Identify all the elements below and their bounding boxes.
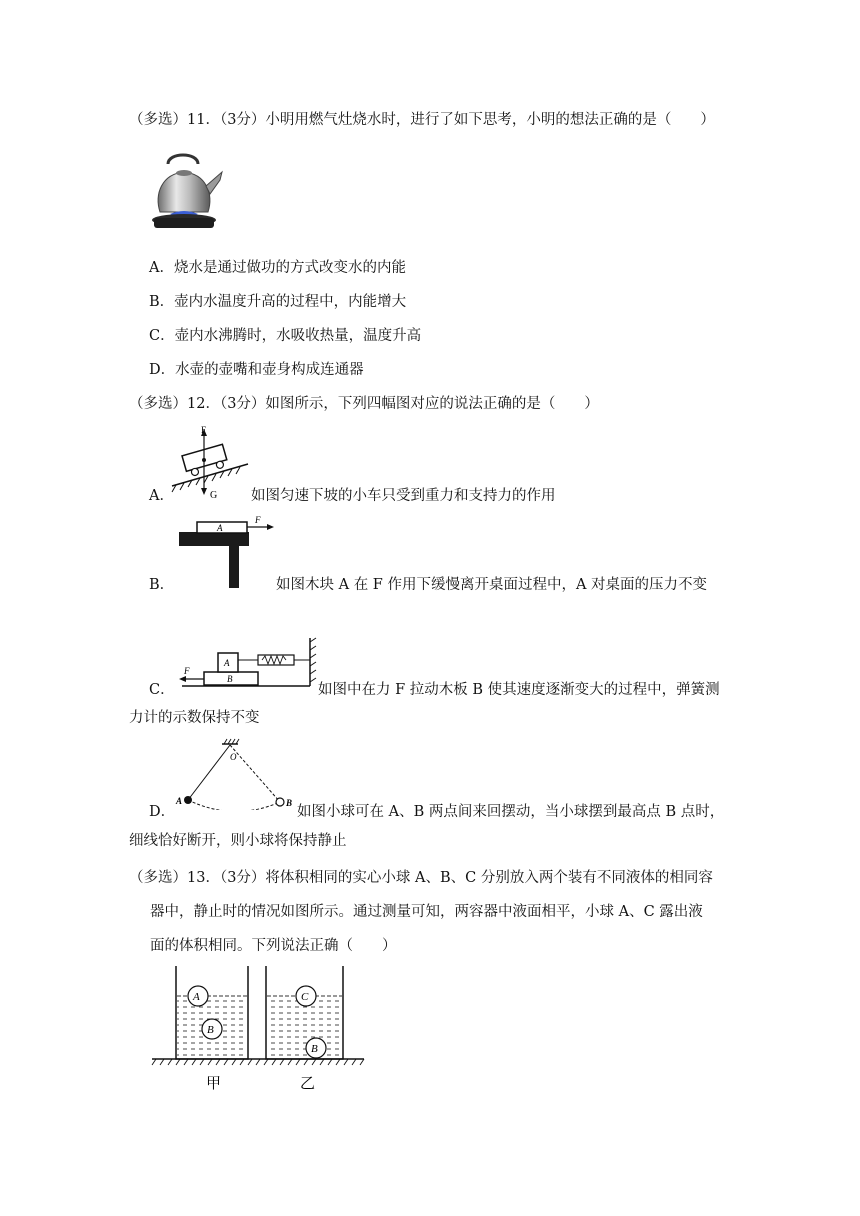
ball-b-left-label: B	[207, 1024, 214, 1036]
q13-stem-line-1: （多选）13．（3分）将体积相同的实心小球 A、B、C 分别放入两个装有不同液体的相同容	[129, 870, 713, 886]
label-yi: 乙	[300, 1076, 316, 1092]
swing-arc	[188, 800, 280, 810]
kettle-lid	[176, 170, 192, 176]
force-g-label: G	[210, 490, 218, 501]
q12-option-d-letter: D．	[149, 804, 176, 820]
ball-b-right-label: B	[311, 1043, 318, 1055]
ball-a	[184, 796, 192, 804]
force-f-label: F	[255, 515, 261, 525]
label-jia: 甲	[206, 1076, 222, 1092]
arrow-down-icon	[201, 488, 207, 495]
q11-option-a: A．烧水是通过做功的方式改变水的内能	[149, 260, 406, 276]
q12-option-d-text-1: 如图小球可在 A、B 两点间来回摆动，当小球摆到最高点 B 点时，	[297, 804, 725, 820]
slope-cart-figure	[170, 424, 250, 502]
containers-figure	[150, 962, 366, 1096]
spring-scale-figure	[178, 636, 318, 692]
string-right	[230, 745, 280, 802]
q13-stem-line-2: 器中，静止时的情况如图所示。通过测量可知，两容器中液面相平，小球 A、C 露出液	[150, 904, 703, 920]
q12-stem: （多选）12．（3分）如图所示，下列四幅图对应的说法正确的是（ ）	[129, 396, 599, 412]
block-a-label: A	[224, 658, 230, 668]
table-top	[179, 532, 249, 546]
q12-option-b-letter: B．	[149, 577, 175, 593]
q12-option-a-letter: A．	[149, 488, 174, 504]
q12-option-c-text-1: 如图中在力 F 拉动木板 B 使其速度逐渐变大的过程中，弹簧测	[318, 682, 720, 698]
pivot-o-label: O	[230, 752, 237, 762]
q12-option-d-text-2: 细线恰好断开，则小球将保持静止	[129, 833, 347, 849]
q12-option-c-letter: C．	[149, 682, 175, 698]
kettle-figure	[150, 150, 225, 232]
wall-hatching	[310, 638, 316, 682]
ground-hatching	[152, 1059, 364, 1065]
force-f-label: F	[184, 666, 190, 676]
board-b-label: B	[227, 674, 233, 684]
arrow-left-icon	[179, 676, 186, 682]
kettle-handle	[168, 155, 198, 164]
q11-option-d: D．水壶的壶嘴和壶身构成连通器	[149, 362, 364, 378]
kettle-body	[158, 172, 210, 212]
q12-option-c-text-2: 力计的示数保持不变	[129, 710, 260, 726]
q12-option-a-text: 如图匀速下坡的小车只受到重力和支持力的作用	[251, 488, 556, 504]
q12-option-b-text: 如图木块 A 在 F 作用下缓慢离开桌面过程中，A 对桌面的压力不变	[276, 577, 708, 593]
point-b-label: B	[286, 798, 293, 808]
point-a-label: A	[176, 796, 183, 806]
table-block-figure	[177, 514, 277, 590]
arrow-right-icon	[267, 524, 274, 530]
ball-a-label: A	[193, 991, 200, 1003]
q11-option-b: B．壶内水温度升高的过程中，内能增大	[149, 294, 407, 310]
table-leg	[229, 546, 239, 588]
q11-stem: （多选）11．（3分）小明用燃气灶烧水时，进行了如下思考，小明的想法正确的是（ ）	[129, 112, 715, 128]
force-f-label: F	[201, 425, 207, 435]
ball-c-label: C	[301, 991, 309, 1003]
ball-b	[276, 798, 284, 806]
block-a-label: A	[217, 523, 223, 533]
kettle-spout	[206, 172, 222, 194]
q13-stem-line-3: 面的体积相同。下列说法正确（ ）	[150, 938, 397, 954]
spring-scale	[258, 655, 294, 665]
pendulum-figure	[172, 738, 300, 810]
string-left	[188, 745, 230, 800]
q11-option-c: C．壶内水沸腾时，水吸收热量，温度升高	[149, 328, 422, 344]
